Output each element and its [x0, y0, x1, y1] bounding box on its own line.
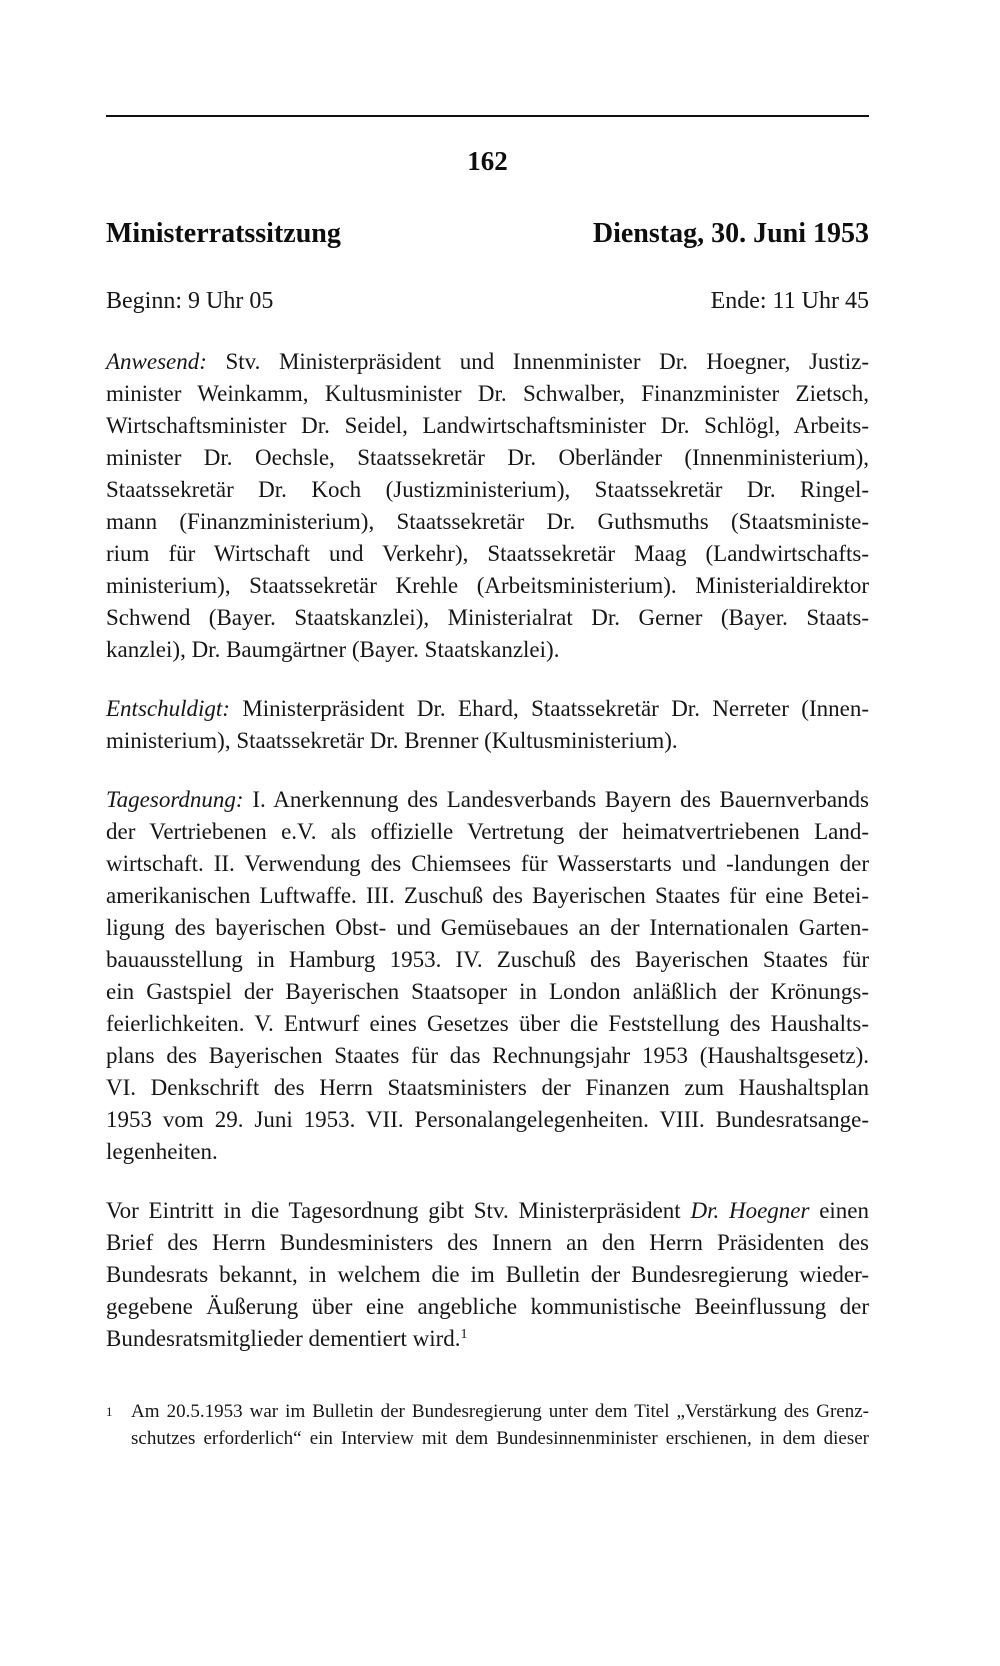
text-line: feierlichkeiten. V. Entwurf eines Gesetzes über die Feststellung des Haushalts- [106, 1011, 869, 1036]
text-line: Bundesrats bekannt, in welchem die im Bulletin der Bundesregierung wieder- [106, 1262, 869, 1287]
paragraph-lead: Entschuldigt: [106, 696, 230, 721]
text-line: Am 20.5.1953 war im Bulletin der Bundesregierung unter dem Titel „Verstärkung des Grenz- [131, 1401, 869, 1422]
text-line: der Vertriebenen e.V. als offizielle Vertretung der heimatvertriebenen Land- [106, 819, 869, 844]
speaker-name: Dr. Hoegner [690, 1198, 810, 1223]
text-line: Staatssekretär Dr. Koch (Justizministerium), Staatssekretär Dr. Ringel- [106, 477, 869, 502]
text-line: Brief des Herrn Bundesministers des Innern an den Herrn Präsidenten des [106, 1230, 869, 1255]
line-text: Ministerpräsident Dr. Ehard, Staatssekretär Dr. Nerreter (Innen- [242, 696, 869, 721]
text-line: Wirtschaftsminister Dr. Seidel, Landwirtschaftsminister Dr. Schlögl, Arbeits- [106, 413, 869, 438]
session-header [106, 218, 869, 250]
text-line: ein Gastspiel der Bayerischen Staatsoper in London anläßlich der Krönungs- [106, 979, 869, 1004]
text-line: minister Weinkamm, Kultusminister Dr. Schwalber, Finanzminister Zietsch, [106, 381, 869, 406]
page-number: 162 [467, 146, 508, 176]
text-line: schutzes erforderlich“ ein Interview mit dem Bundesinnenminister erschienen, in dem dieser [131, 1428, 869, 1449]
end-time: Ende: 11 Uhr 45 [710, 288, 869, 314]
times-row [106, 288, 869, 315]
text-line [106, 1323, 869, 1355]
footnote [106, 1398, 869, 1452]
footnote-marker: 1 [106, 1404, 113, 1419]
text-line: minister Dr. Oechsle, Staatssekretär Dr. Oberländer (Innenministerium), [106, 445, 869, 470]
header-rule [106, 115, 869, 117]
session-title: Ministerratssitzung [106, 218, 341, 249]
text-line: wirtschaft. II. Verwendung des Chiemsees für Wasserstarts und -landungen der [106, 851, 869, 876]
line-text: I. Anerkennung des Landesverbands Bayern des Bauernverbands [252, 787, 870, 812]
text-line: kanzlei), Dr. Baumgärtner (Bayer. Staatskanzlei). [106, 637, 560, 662]
text-line: bauausstellung in Hamburg 1953. IV. Zuschuß des Bayerischen Staates für [106, 947, 869, 972]
paragraph-anwesend [106, 346, 869, 666]
text-line: 1953 vom 29. Juni 1953. VII. Personalangelegenheiten. VIII. Bundesratsange- [106, 1107, 869, 1132]
text-line: ligung des bayerischen Obst- und Gemüsebaues an der Internationalen Garten- [106, 915, 869, 940]
text-line [106, 784, 869, 816]
text-line [106, 693, 869, 725]
text-line [106, 1195, 869, 1227]
footnote-reference: 1 [460, 1327, 468, 1342]
paragraph-lead: Anwesend: [106, 349, 207, 374]
begin-time: Beginn: 9 Uhr 05 [106, 288, 274, 314]
text-line: legenheiten. [106, 1139, 218, 1164]
body-text [106, 346, 869, 1355]
paragraph-lead: Tagesordnung: [106, 787, 244, 812]
line-text: Bundesratsmitglieder dementiert wird. [106, 1326, 461, 1351]
text-line: plans des Bayerischen Staates für das Rechnungsjahr 1953 (Haushaltsgesetz). [106, 1043, 869, 1068]
text-line: ministerium), Staatssekretär Krehle (Arbeitsministerium). Ministerialdirektor [106, 573, 869, 598]
line-text: einen [819, 1198, 869, 1223]
text-line: rium für Wirtschaft und Verkehr), Staatssekretär Maag (Landwirtschafts- [106, 541, 869, 566]
text-line: ministerium), Staatssekretär Dr. Brenner (Kultusministerium). [106, 728, 678, 753]
line-text: Vor Eintritt in die Tagesordnung gibt Stv. Ministerpräsident [106, 1198, 681, 1223]
text-line: VI. Denkschrift des Herrn Staatsministers der Finanzen zum Haushaltsplan [106, 1075, 869, 1100]
text-line: Schwend (Bayer. Staatskanzlei), Ministerialrat Dr. Gerner (Bayer. Staats- [106, 605, 869, 630]
session-date: Dienstag, 30. Juni 1953 [592, 218, 869, 249]
paragraph-entschuldigt [106, 693, 869, 757]
text-line: amerikanischen Luftwaffe. III. Zuschuß des Bayerischen Staates für eine Betei- [106, 883, 869, 908]
text-line: gegebene Äußerung über eine angebliche kommunistische Beeinflussung der [106, 1294, 869, 1319]
text-line: mann (Finanzministerium), Staatssekretär Dr. Guthsmuths (Staatsministe- [106, 509, 869, 534]
paragraph-tagesordnung [106, 784, 869, 1168]
paragraph-intro [106, 1195, 869, 1355]
text-line [106, 346, 869, 378]
footnote-text [131, 1398, 869, 1452]
line-text: Stv. Ministerpräsident und Innenminister Dr. Hoegner, Justiz- [225, 349, 869, 374]
